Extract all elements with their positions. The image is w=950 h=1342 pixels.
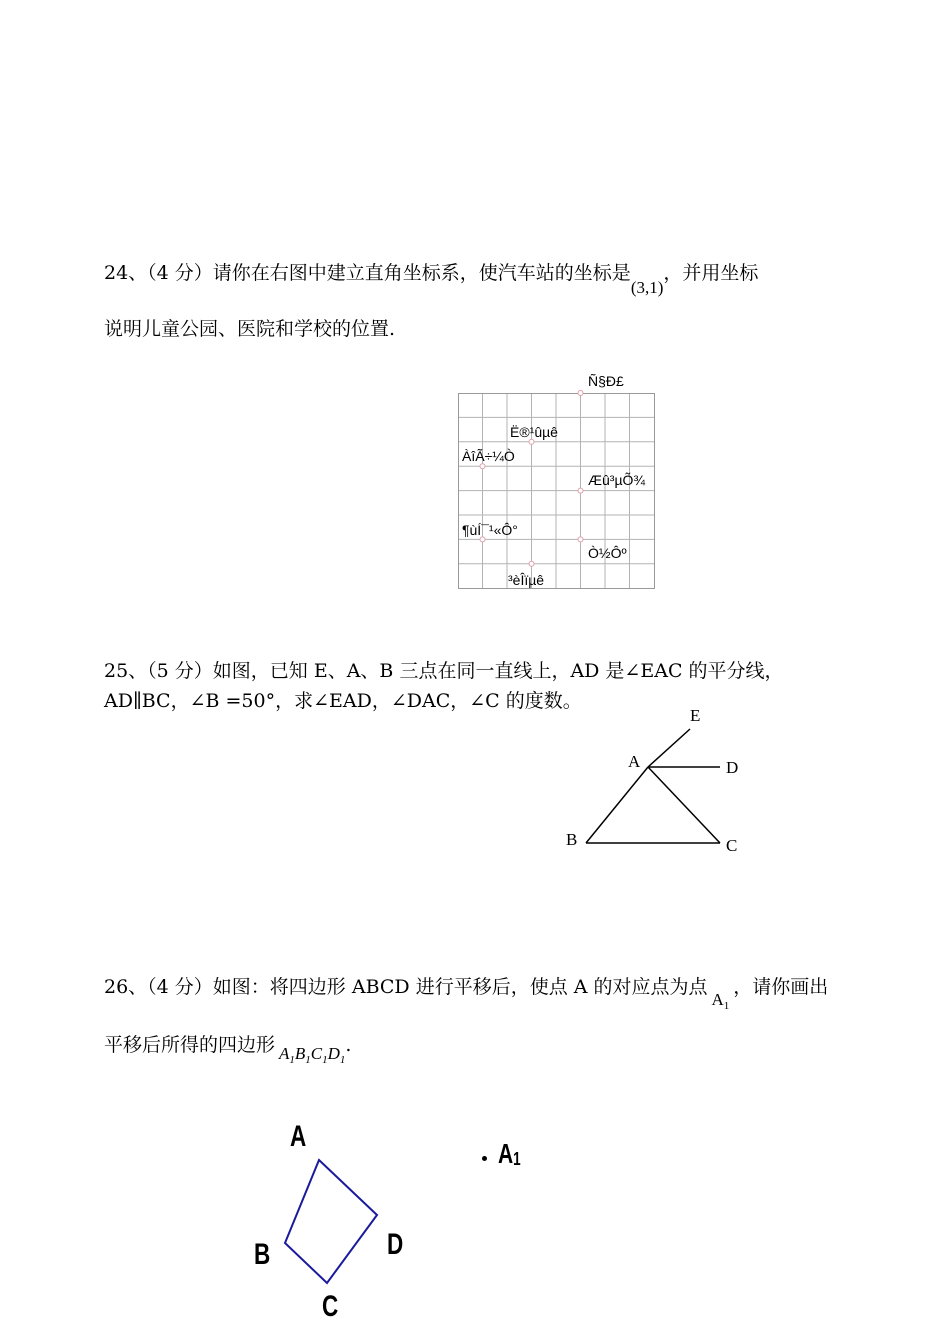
triangle-figure (570, 705, 770, 865)
line-ab (586, 767, 648, 843)
grid-location-marker (578, 537, 583, 542)
grid-label-fruit-shop: Ë®¹ûµê (510, 424, 558, 440)
q26-line2-suffix: . (345, 1034, 352, 1056)
q24-line1 (104, 258, 759, 297)
line-ae (648, 729, 690, 767)
q24-coordinate: (3,1) (630, 278, 664, 297)
grid-location-marker (480, 464, 485, 469)
point-a1-label: A1 (498, 1138, 521, 1169)
label-c: C (726, 836, 738, 855)
q26-quad-name: $A_1B_1C_1D_1$ (279, 1044, 346, 1066)
grid-label-childrens-park: ¶ùÍ¯¹«Ô° (462, 522, 518, 538)
quad-label-c: C (322, 1290, 339, 1323)
grid-location-marker (529, 439, 534, 444)
quad-label-b: B (254, 1238, 271, 1271)
grid-location-marker (578, 488, 583, 493)
q26-prefix: 26、（4 分）如图：将四边形 ABCD 进行平移后，使点 A 的对应点为点 (104, 976, 708, 998)
grid-label-hospital: Ò½Ôº (588, 545, 627, 561)
q26-line2-prefix: 平移后所得的四边形 (104, 1034, 276, 1056)
q26-line2 (104, 1030, 352, 1066)
grid-label-pet-shop: ³èÎïµê (508, 572, 545, 588)
quadrilateral-abcd (280, 1150, 400, 1290)
q26-point-a1: $A_1$ (711, 990, 730, 1012)
quad-label-a: A (290, 1120, 307, 1153)
grid-location-marker (529, 561, 534, 566)
q24-suffix: ，并用坐标 (663, 262, 759, 284)
grid-label-school: Ñ§Ð£ (588, 373, 624, 389)
label-b: B (566, 830, 578, 849)
line-ac (648, 767, 720, 843)
label-e: E (690, 706, 701, 725)
quad-label-d: D (387, 1228, 404, 1261)
q24-line2: 说明儿童公园、医院和学校的位置. (104, 318, 396, 340)
grid-location-marker (578, 391, 583, 396)
q25-line2: AD∥BC，∠B =50°，求∠EAD，∠DAC，∠C 的度数。 (104, 690, 582, 712)
label-d: D (726, 758, 739, 777)
q26-suffix: ，请你画出 (733, 976, 829, 998)
grid-label-bus-station: Æû³µÕ¾ (588, 472, 646, 488)
point-a1-dot (482, 1156, 487, 1161)
q26-line1 (104, 972, 829, 1012)
label-a: A (628, 752, 641, 771)
map-grid (458, 393, 658, 593)
q25-line1: 25、（5 分）如图，已知 E、A、B 三点在同一直线上，AD 是∠EAC 的平分线， (104, 660, 784, 682)
q24-prefix: 24、（4 分）请你在右图中建立直角坐标系，使汽车站的坐标是 (104, 262, 631, 284)
grid-label-home: ÀîÃ÷¼Ò (462, 448, 515, 464)
